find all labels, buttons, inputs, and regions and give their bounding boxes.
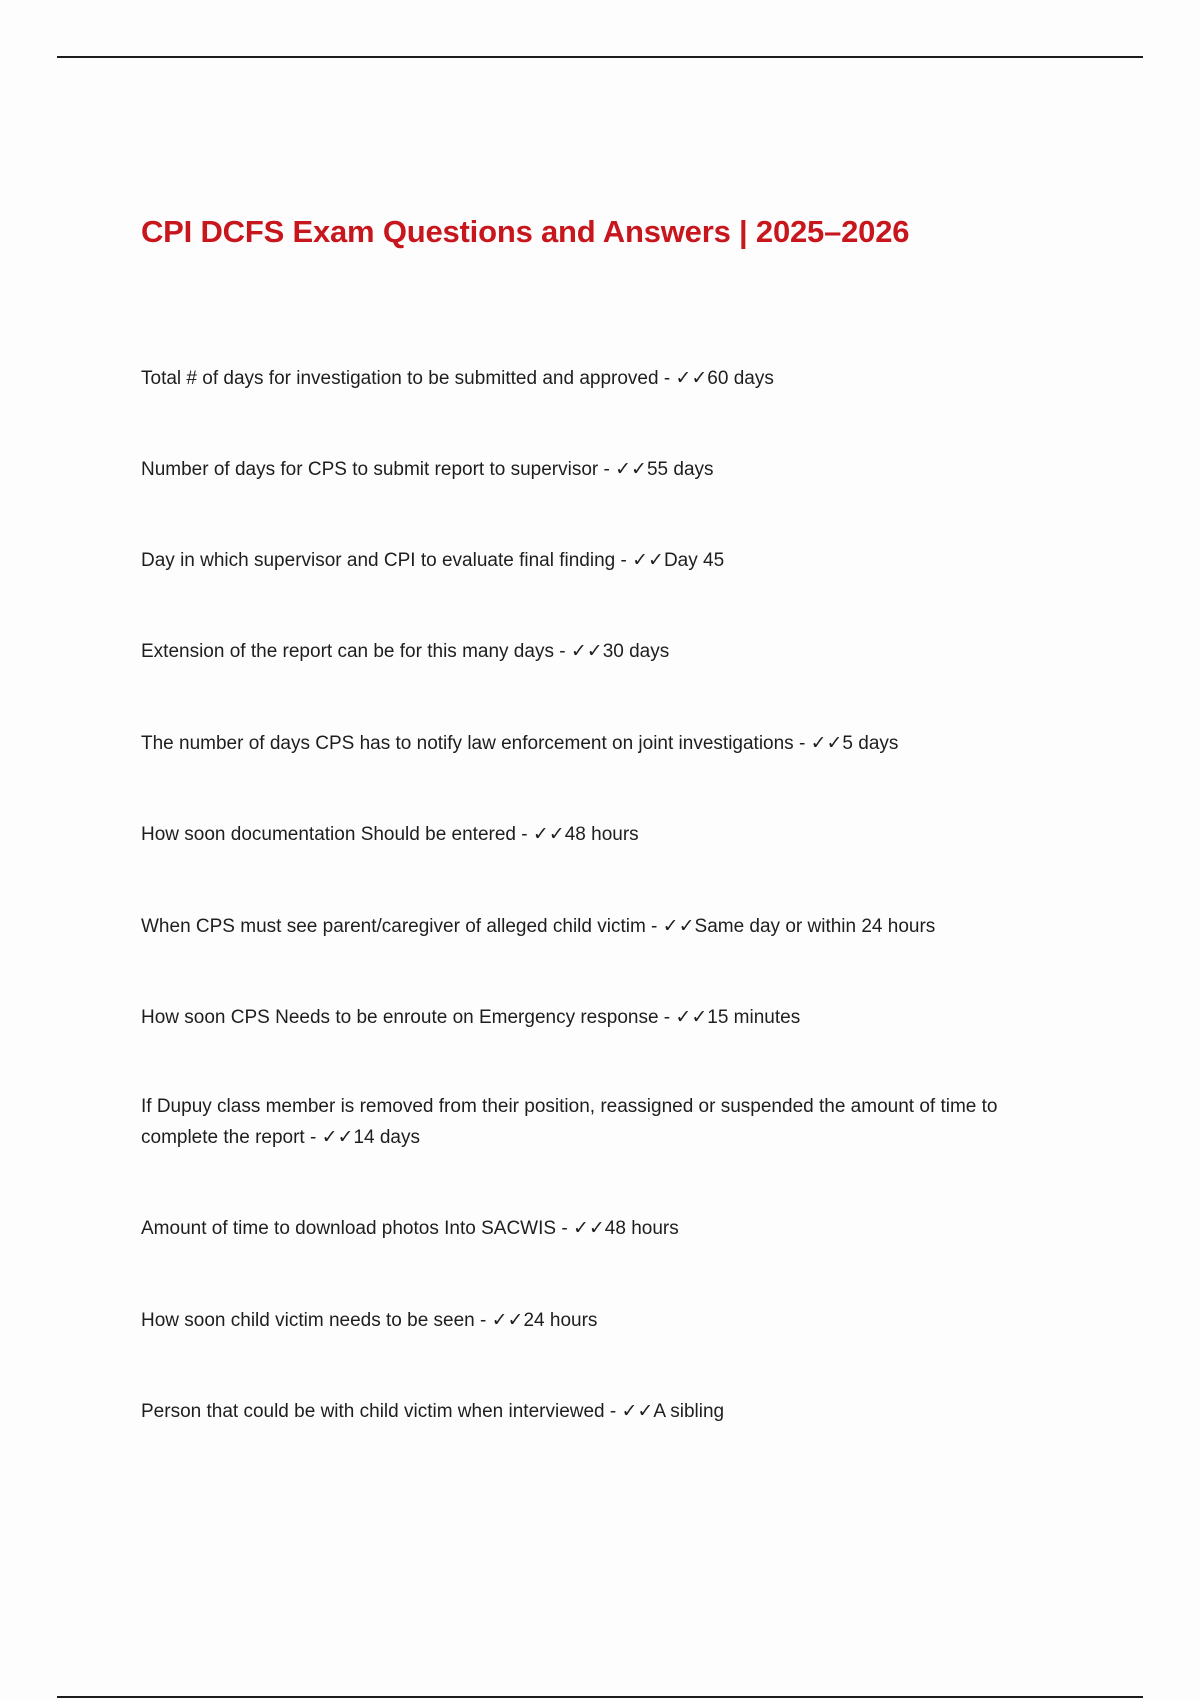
answer-text: 14 days [353, 1127, 420, 1148]
answer-text: 5 days [842, 733, 899, 754]
question-text: If Dupuy class member is removed from their position, reassigned or suspended the amount of time to complete the report [141, 1096, 998, 1148]
question-text: Total # of days for investigation to be submitted and approved [141, 368, 659, 389]
check-marks: - ✓✓ [553, 641, 603, 662]
answer-text: 55 days [646, 459, 714, 480]
question-text: How soon documentation Should be entered [141, 824, 516, 845]
question-text: Person that could be with child victim when interviewed [141, 1401, 605, 1422]
qa-item-10 [141, 1213, 1061, 1244]
question-text: How soon CPS Needs to be enroute on Emergency response [141, 1007, 659, 1028]
qa-item-9 [141, 1091, 1061, 1153]
check-marks: - ✓✓ [658, 368, 708, 389]
header-rule [57, 56, 1143, 58]
qa-item-12 [141, 1396, 1061, 1427]
check-marks: - ✓✓ [604, 1401, 654, 1422]
check-marks: - ✓✓ [793, 733, 843, 754]
qa-item-11 [141, 1305, 1061, 1336]
answer-text: A sibling [653, 1401, 725, 1422]
check-marks: - ✓✓ [304, 1127, 354, 1148]
check-marks: - ✓✓ [598, 459, 647, 480]
question-text: When CPS must see parent/caregiver of alleged child victim [141, 916, 646, 937]
qa-item-5 [141, 728, 1061, 759]
document-title: CPI DCFS Exam Questions and Answers | 2025–2026 [141, 214, 910, 249]
answer-text: 48 hours [564, 824, 639, 845]
qa-item-4 [141, 636, 1061, 667]
answer-text: 24 hours [523, 1310, 598, 1331]
check-marks: - ✓✓ [615, 550, 664, 571]
qa-item-7 [141, 911, 1061, 942]
check-marks: - ✓✓ [645, 916, 695, 937]
qa-item-8 [141, 1002, 1061, 1033]
question-text: Amount of time to download photos Into SACWIS [141, 1218, 557, 1239]
question-text: How soon child victim needs to be seen [141, 1310, 475, 1331]
check-marks: - ✓✓ [474, 1310, 524, 1331]
answer-text: Same day or within 24 hours [694, 916, 936, 937]
qa-item-2 [141, 454, 1061, 485]
check-marks: - ✓✓ [658, 1007, 708, 1028]
footer-rule [57, 1696, 1143, 1698]
qa-item-3 [141, 545, 1061, 576]
qa-item-6 [141, 819, 1061, 850]
check-marks: - ✓✓ [515, 824, 565, 845]
question-text: Extension of the report can be for this many days [141, 641, 554, 662]
check-marks: - ✓✓ [556, 1218, 605, 1239]
answer-text: Day 45 [663, 550, 725, 571]
answer-text: 15 minutes [707, 1007, 801, 1028]
question-text: Day in which supervisor and CPI to evaluate final finding [141, 550, 616, 571]
answer-text: 30 days [602, 641, 670, 662]
question-text: Number of days for CPS to submit report to supervisor [141, 459, 599, 480]
answer-text: 60 days [707, 368, 774, 389]
qa-item-1 [141, 363, 1061, 394]
answer-text: 48 hours [604, 1218, 679, 1239]
question-text: The number of days CPS has to notify law enforcement on joint investigations [141, 733, 794, 754]
